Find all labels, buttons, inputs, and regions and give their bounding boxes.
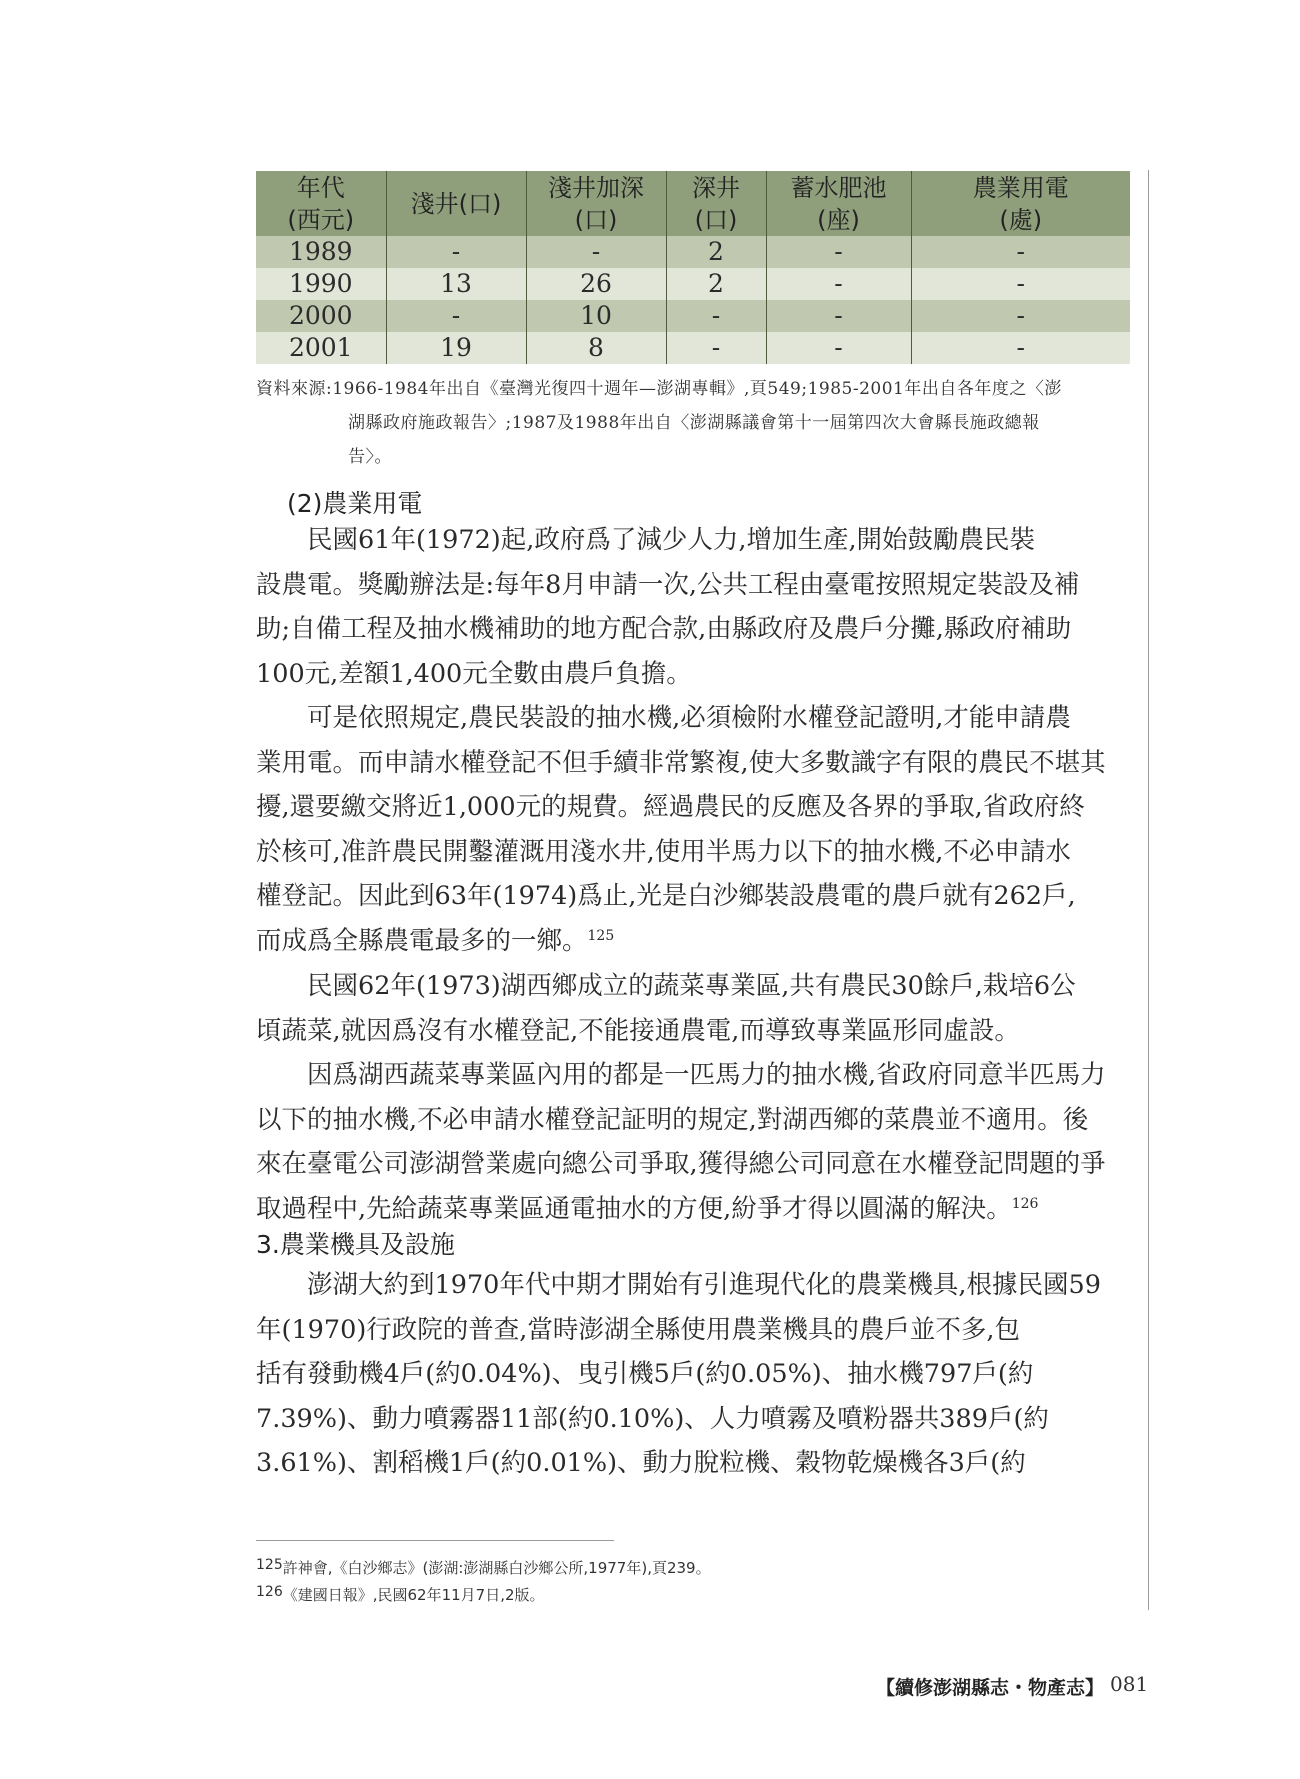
header-storage-pond: 蓄水肥池 (座) <box>766 171 911 236</box>
paragraph: 因爲湖西蔬菜專業區內用的都是一匹馬力的抽水機,省政府同意半匹馬力 以下的抽水機,不必申請水權登記証明的規定,對湖西鄉的菜農並不適用。後 來在臺電公司澎湖營業處向總公司爭取,獲得總公司同意在水權登記問題的爭 取過程中,先給蔬菜專業區通電抽水的方便,紛爭才得以圓滿的解決。$^{126}$ <box>256 1060 1106 1224</box>
header-shallow-well: 淺井(口) <box>386 171 526 236</box>
header-farm-power: 農業用電 (處) <box>911 171 1130 236</box>
footnote-ref[interactable]: 125 <box>587 927 615 944</box>
table-row: 2001 19 8 - - - <box>256 332 1130 364</box>
footnote-ref[interactable]: 126 <box>1011 1195 1039 1212</box>
header-well-deepen: 淺井加深 (口) <box>526 171 666 236</box>
section-heading-farm-power: (2)農業用電 <box>287 489 423 518</box>
margin-rule <box>1148 170 1149 1610</box>
table-row: 1989 - - 2 - - <box>256 236 1130 268</box>
paragraph: 可是依照規定,農民裝設的抽水機,必須檢附水權登記證明,才能申請農 業用電。而申請水權登記不但手續非常繁複,使大多數識字有限的農民不堪其 擾,還要繳交將近1,000元的規費。經過農民的反應及各界的爭取,省政府終 於核可,准許農民開鑿灌溉用淺水井,使用半馬力以下的抽水機,不必申請水 權登記。因此到63年(1974)爲止,光是白沙鄉裝設農電的農戶就有262戶, 而成爲全縣農電最多的一鄉。$^{125}$ <box>256 703 1106 956</box>
footnote-divider <box>256 1540 614 1541</box>
table-row: 2000 - 10 - - - <box>256 300 1130 332</box>
running-header: 【續修澎湖縣志・物產志】 <box>876 1677 1105 1699</box>
section-heading-farm-machinery: 3.農業機具及設施 <box>256 1230 455 1259</box>
footnote-126: 126《建國日報》,民國62年11月7日,2版。 <box>256 1584 545 1604</box>
source-note: 資料來源:1966-1984年出自《臺灣光復四十週年—澎湖專輯》,頁549;1985-2001年出自各年度之〈澎 湖縣政府施政報告〉;1987及1988年出自〈澎湖縣議會第十一屆第四次大會縣長施政總報 告〉。 <box>256 379 1062 467</box>
paragraph: 澎湖大約到1970年代中期才開始有引進現代化的農業機具,根據民國59 年(1970)行政院的普查,當時澎湖全縣使用農業機具的農戶並不多,包 括有發動機4戶(約0.04%)、曳引機5戶(約0.05%)、抽水機797戶(約 7.39%)、動力噴霧器11部(約0.10%)、人力噴霧及噴粉器共389戶(約 3.61%)、割稻機1戶(約0.01%)、動力脫粒機、穀物乾燥機各3戶(約 <box>256 1270 1101 1479</box>
table-row: 1990 13 26 2 - - <box>256 268 1130 300</box>
footnote-125: 125許神會,《白沙鄉志》(澎湖:澎湖縣白沙鄉公所,1977年),頁239。 <box>256 1557 711 1577</box>
header-deep-well: 深井 (口) <box>666 171 766 236</box>
data-table <box>256 171 1130 364</box>
page-number: 081 <box>1110 1672 1149 1696</box>
paragraph: 民國62年(1973)湖西鄉成立的蔬菜專業區,共有農民30餘戶,栽培6公 頃蔬菜,就因爲沒有水權登記,不能接通農電,而導致專業區形同虛設。 <box>256 971 1076 1046</box>
paragraph: 民國61年(1972)起,政府爲了減少人力,增加生產,開始鼓勵農民裝 設農電。獎勵辦法是:每年8月申請一次,公共工程由臺電按照規定裝設及補 助;自備工程及抽水機補助的地方配合款,由縣政府及農戶分攤,縣政府補助 100元,差額1,400元全數由農戶負擔。 <box>256 525 1080 689</box>
table-header-row <box>256 171 1130 236</box>
header-year: 年代 (西元) <box>256 171 386 236</box>
